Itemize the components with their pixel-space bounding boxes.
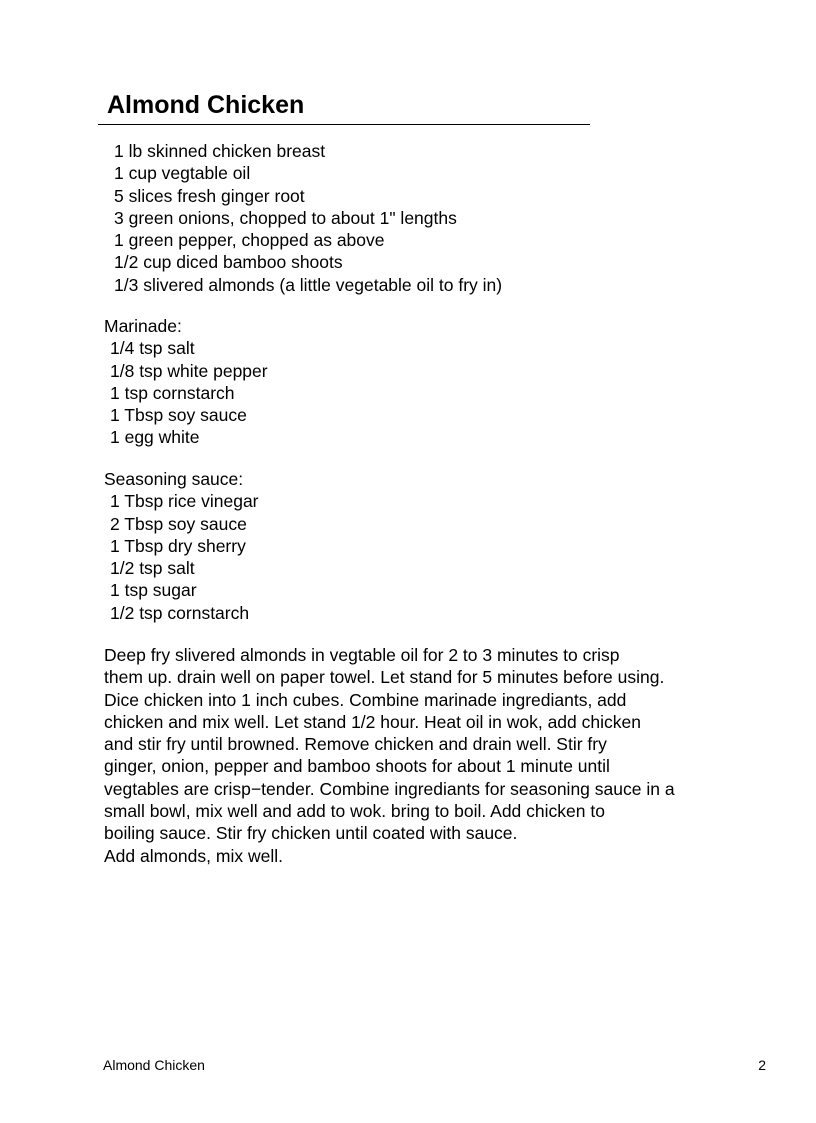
ingredient-item: 5 slices fresh ginger root <box>114 185 305 206</box>
seasoning-item: 2 Tbsp soy sauce <box>110 513 247 534</box>
page-number: 2 <box>758 1057 766 1073</box>
marinade-item: 1 Tbsp soy sauce <box>110 405 247 426</box>
title-underline <box>98 124 590 125</box>
marinade-item: 1/4 tsp salt <box>110 338 195 359</box>
footer-title: Almond Chicken <box>103 1057 205 1073</box>
ingredient-item: 1/2 cup diced bamboo shoots <box>114 252 343 273</box>
instruction-line: and stir fry until browned. Remove chicken and drain well. Stir fry <box>104 734 607 755</box>
marinade-section <box>104 315 268 449</box>
instructions-paragraph <box>104 644 675 867</box>
seasoning-item: 1 Tbsp dry sherry <box>110 535 246 556</box>
instruction-line: ginger, onion, pepper and bamboo shoots for about 1 minute until <box>104 756 610 777</box>
instruction-line: them up. drain well on paper towel. Let stand for 5 minutes before using. <box>104 667 665 688</box>
instruction-line: small bowl, mix well and add to wok. bring to boil. Add chicken to <box>104 801 605 822</box>
page-title: Almond Chicken <box>107 91 305 119</box>
ingredient-item: 1 lb skinned chicken breast <box>114 141 326 161</box>
seasoning-heading: Seasoning sauce: <box>104 469 244 489</box>
seasoning-item: 1 Tbsp rice vinegar <box>110 491 259 512</box>
ingredient-item: 1 cup vegtable oil <box>114 163 251 184</box>
marinade-item: 1 tsp cornstarch <box>110 382 235 403</box>
seasoning-item: 1/2 tsp cornstarch <box>110 602 250 623</box>
ingredients-list <box>114 140 502 296</box>
instruction-line: Dice chicken into 1 inch cubes. Combine marinade ingrediants, add <box>104 689 627 710</box>
ingredient-item: 1/3 slivered almonds (a little vegetable oil to fry in) <box>114 274 503 295</box>
instruction-line: Deep fry slivered almonds in vegtable oil for 2 to 3 minutes to crisp <box>104 645 620 665</box>
ingredient-item: 1 green pepper, chopped as above <box>114 230 385 251</box>
seasoning-item: 1 tsp sugar <box>110 580 197 601</box>
instruction-line: vegtables are crisp−tender. Combine ingrediants for seasoning sauce in a <box>104 778 675 799</box>
marinade-heading: Marinade: <box>104 316 182 336</box>
ingredient-item: 3 green onions, chopped to about 1" lengths <box>114 207 457 228</box>
instruction-line: boiling sauce. Stir fry chicken until coated with sauce. <box>104 823 518 844</box>
seasoning-section <box>104 468 259 624</box>
marinade-item: 1 egg white <box>110 427 200 448</box>
instruction-line: Add almonds, mix well. <box>104 845 283 866</box>
seasoning-item: 1/2 tsp salt <box>110 558 195 579</box>
instruction-line: chicken and mix well. Let stand 1/2 hour. Heat oil in wok, add chicken <box>104 711 641 732</box>
marinade-item: 1/8 tsp white pepper <box>110 360 268 381</box>
